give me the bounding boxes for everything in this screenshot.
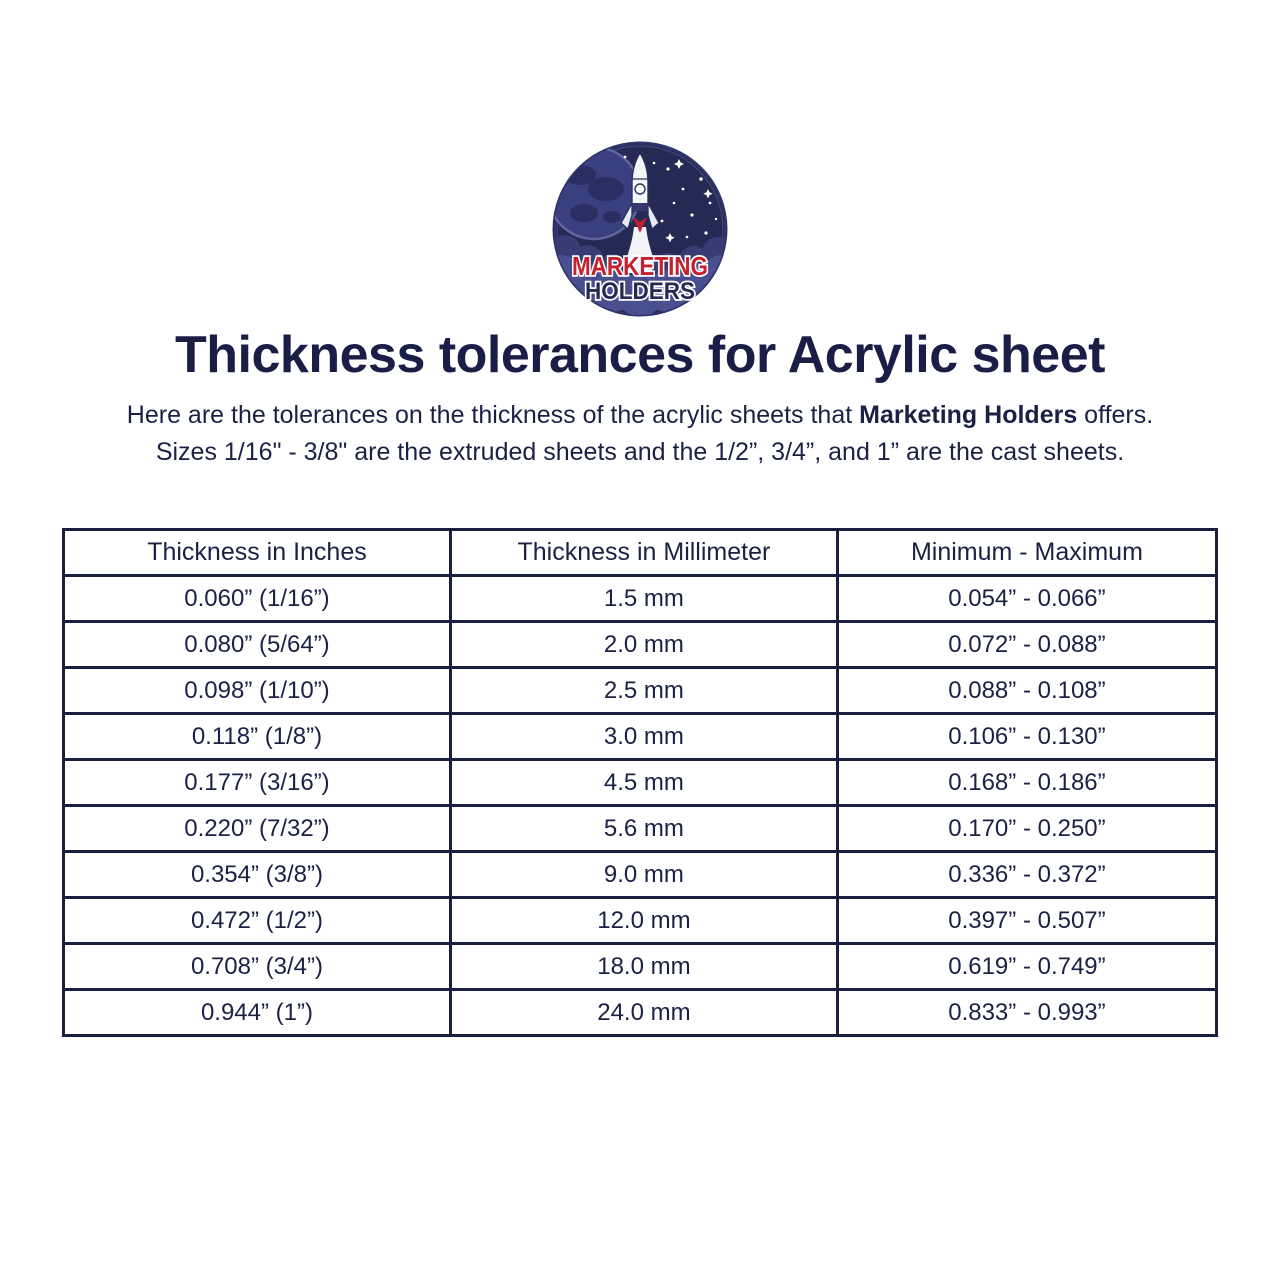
cell-inches: 0.098” (1/10”) [64,668,451,714]
intro-line1-text: Here are the tolerances on the thickness of the acrylic sheets that [126,401,860,429]
tolerance-table [62,528,1218,1037]
cell-inches: 0.080” (5/64”) [64,622,451,668]
intro-line1-suffix: offers. [1077,401,1154,429]
table-row [64,760,1217,806]
cell-mm: 4.5 mm [450,760,837,806]
cell-inches: 0.060” (1/16”) [64,576,451,622]
intro-line-2: Sizes 1/16" - 3/8" are the extruded sheets and the 1/2”, 3/4”, and 1” are the cast sheets. [155,438,1125,466]
col-header-min-max: Minimum - Maximum [837,530,1216,576]
cell-min-max: 0.170” - 0.250” [837,806,1216,852]
cell-min-max: 0.336” - 0.372” [837,852,1216,898]
table-row [64,714,1217,760]
cell-min-max: 0.106” - 0.130” [837,714,1216,760]
cell-inches: 0.708” (3/4”) [64,944,451,990]
logo-wordmark-line1: MARKETING [572,251,708,281]
cell-inches: 0.472” (1/2”) [64,898,451,944]
cell-mm: 1.5 mm [450,576,837,622]
logo-wordmark-line2: HOLDERS [585,278,695,305]
table-row [64,806,1217,852]
cell-inches: 0.177” (3/16”) [64,760,451,806]
cell-min-max: 0.833” - 0.993” [837,990,1216,1036]
cell-min-max: 0.619” - 0.749” [837,944,1216,990]
cell-mm: 12.0 mm [450,898,837,944]
table-row [64,622,1217,668]
table-row [64,944,1217,990]
table-header-row [64,530,1217,576]
table-row [64,990,1217,1036]
cell-min-max: 0.054” - 0.066” [837,576,1216,622]
cell-mm: 2.0 mm [450,622,837,668]
col-header-inches: Thickness in Inches [64,530,451,576]
cell-min-max: 0.397” - 0.507” [837,898,1216,944]
table-row [64,898,1217,944]
intro-brand-name: Marketing Holders [859,401,1078,429]
table-row [64,576,1217,622]
cell-mm: 24.0 mm [450,990,837,1036]
cell-inches: 0.118” (1/8”) [64,714,451,760]
cell-min-max: 0.088” - 0.108” [837,668,1216,714]
page-title: Thickness tolerances for Acrylic sheet [175,326,1105,384]
marketing-holders-logo [550,141,730,317]
table-row [64,852,1217,898]
table-row [64,668,1217,714]
logo-graphic [550,141,730,317]
intro-paragraph [0,397,1280,471]
cell-inches: 0.354” (3/8”) [64,852,451,898]
cell-min-max: 0.072” - 0.088” [837,622,1216,668]
cell-mm: 9.0 mm [450,852,837,898]
cell-inches: 0.944” (1”) [64,990,451,1036]
cell-inches: 0.220” (7/32”) [64,806,451,852]
cell-min-max: 0.168” - 0.186” [837,760,1216,806]
cell-mm: 5.6 mm [450,806,837,852]
cell-mm: 3.0 mm [450,714,837,760]
cell-mm: 18.0 mm [450,944,837,990]
col-header-millimeter: Thickness in Millimeter [450,530,837,576]
intro-line-1 [127,401,1153,429]
cell-mm: 2.5 mm [450,668,837,714]
